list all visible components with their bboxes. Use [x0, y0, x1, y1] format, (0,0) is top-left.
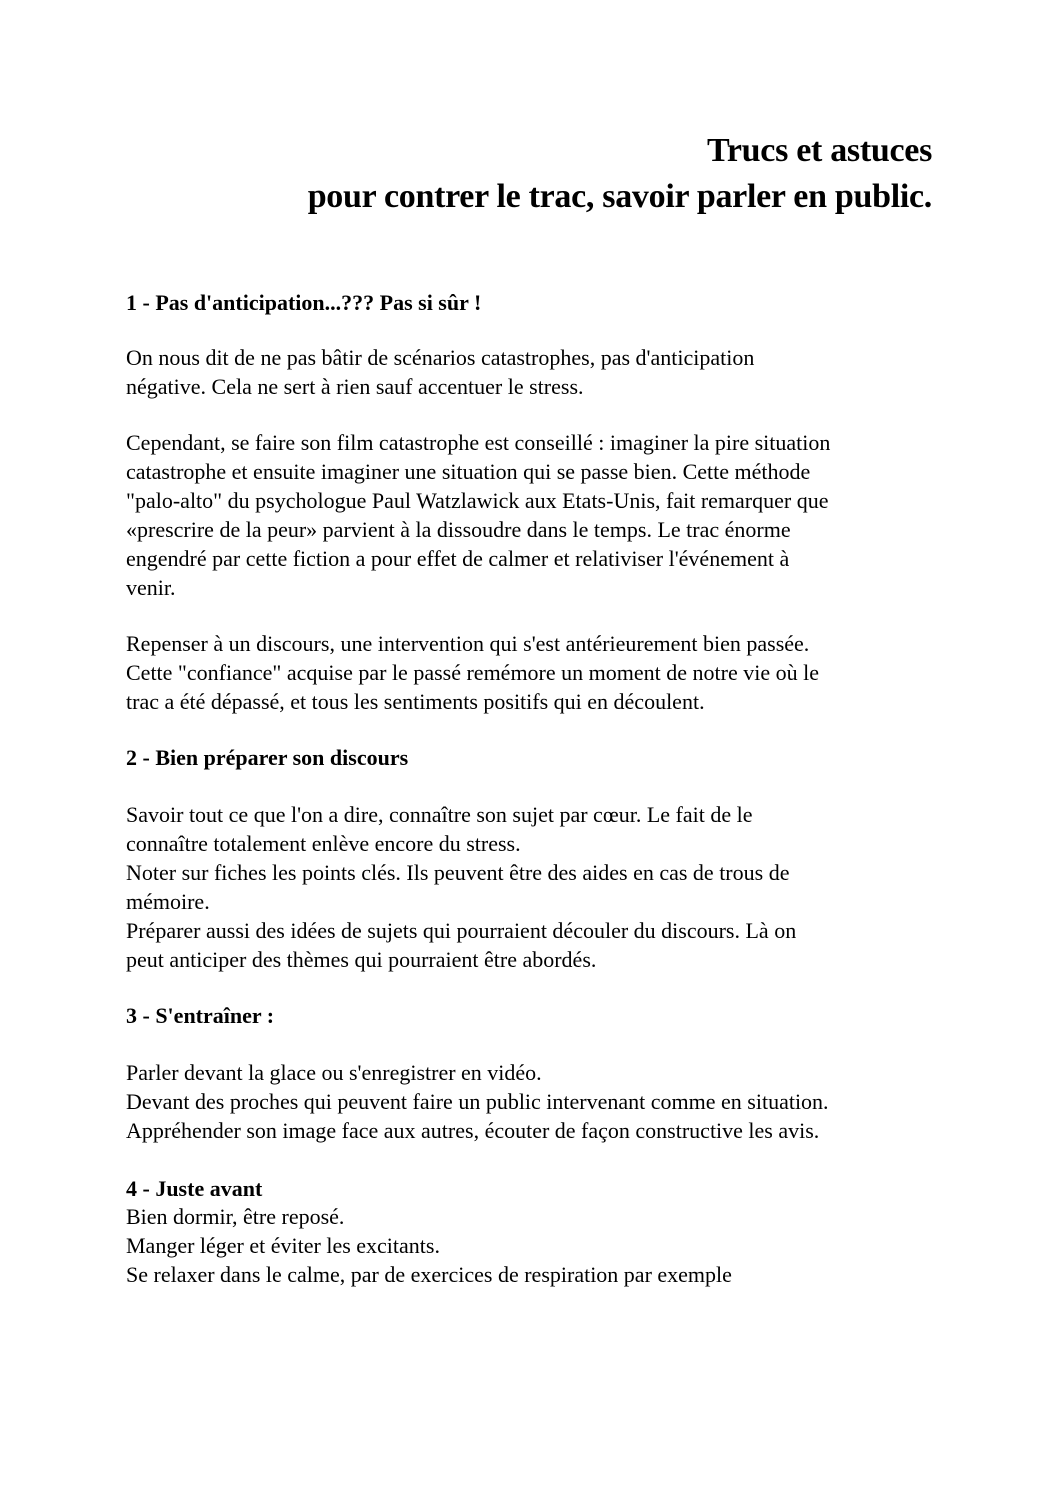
body-line: Manger léger et éviter les excitants. — [126, 1233, 440, 1258]
body-line: Se relaxer dans le calme, par de exercices de respiration par exemple — [126, 1262, 732, 1287]
body-line: Appréhender son image face aux autres, écouter de façon constructive les avis. — [126, 1118, 820, 1143]
body-line: «prescrire de la peur» parvient à la dissoudre dans le temps. Le trac énorme — [126, 517, 791, 542]
body-line: Savoir tout ce que l'on a dire, connaître son sujet par cœur. Le fait de le — [126, 802, 753, 827]
body-line: engendré par cette fiction a pour effet de calmer et relativiser l'événement à — [126, 546, 790, 571]
body-line: peut anticiper des thèmes qui pourraient être abordés. — [126, 947, 597, 972]
title-line-1: Trucs et astuces — [707, 132, 932, 169]
body-line: Préparer aussi des idées de sujets qui pourraient découler du discours. Là on — [126, 918, 797, 943]
body-line: trac a été dépassé, et tous les sentiments positifs qui en découlent. — [126, 689, 705, 714]
body-line: Repenser à un discours, une intervention qui s'est antérieurement bien passée. — [126, 631, 810, 656]
document-title — [308, 128, 932, 220]
section-heading-4: 4 - Juste avant — [126, 1176, 263, 1201]
body-line: Cette "confiance" acquise par le passé remémore un moment de notre vie où le — [126, 660, 819, 685]
section-heading-2: 2 - Bien préparer son discours — [126, 745, 409, 770]
body-line: négative. Cela ne sert à rien sauf accentuer le stress. — [126, 374, 584, 399]
body-line: mémoire. — [126, 889, 210, 914]
body-line: Cependant, se faire son film catastrophe est conseillé : imaginer la pire situation — [126, 430, 831, 455]
body-line: "palo-alto" du psychologue Paul Watzlawick aux Etats-Unis, fait remarquer que — [126, 488, 829, 513]
title-line-2: pour contrer le trac, savoir parler en public. — [307, 178, 932, 215]
body-line: Bien dormir, être reposé. — [126, 1204, 345, 1229]
body-line: connaître totalement enlève encore du stress. — [126, 831, 521, 856]
body-line: Parler devant la glace ou s'enregistrer en vidéo. — [126, 1060, 542, 1085]
section-heading-3: 3 - S'entraîner : — [126, 1003, 275, 1028]
section-heading-1: 1 - Pas d'anticipation...??? Pas si sûr ! — [126, 290, 482, 315]
body-line: catastrophe et ensuite imaginer une situation qui se passe bien. Cette méthode — [126, 459, 811, 484]
body-line: venir. — [126, 575, 176, 600]
body-line: Devant des proches qui peuvent faire un public intervenant comme en situation. — [126, 1089, 829, 1114]
body-line: Noter sur fiches les points clés. Ils peuvent être des aides en cas de trous de — [126, 860, 790, 885]
body-line: On nous dit de ne pas bâtir de scénarios catastrophes, pas d'anticipation — [126, 345, 755, 370]
